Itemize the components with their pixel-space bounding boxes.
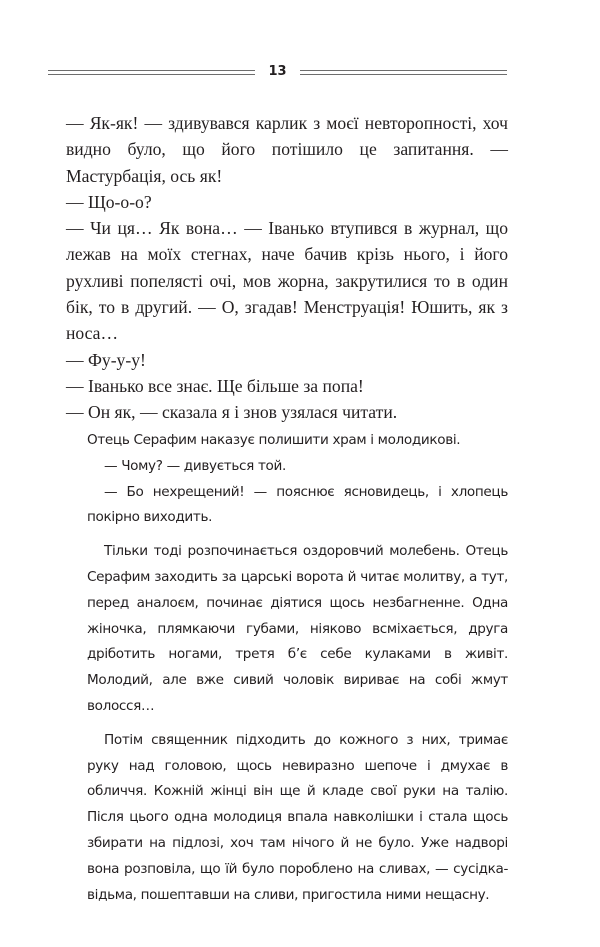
dialogue-line: — Як-як! — здивувався карлик з моєї невторопності, хоч видно було, що його потішило це запитання. — Мастурбація, ось як!	[66, 113, 508, 186]
inset-article-text	[87, 428, 508, 908]
dialogue-line: — Он як, — сказала я і знов узялася читати.	[66, 402, 398, 423]
dialogue-line: — Чи ця… Як вона… — Іванько втупився в журнал, що лежав на моїх стегнах, наче бачив крізь нього, і його рухливі попелясті очі, мов жорна, закрутилися то в один бік, то в другий. — О, згадав! Менструація! Юшить, як з носа…	[66, 218, 508, 344]
dialogue-line: — Іванько все знає. Ще більше за попа!	[66, 375, 364, 396]
page-header	[48, 64, 507, 84]
dialogue-line: — Фу-у-у!	[66, 349, 146, 370]
page-number: 13	[268, 64, 287, 79]
inset-paragraph: Тільки тоді розпочинається оздоровчий молебень. Отець Серафим заходить за царські ворота й читає молитву, а тут, перед аналоєм, починає діятися щось незбагненне. Одна жіночка, плямкаючи губами, ніяково всміхається, друга дріботить ногами, третя б’є себе кулаками в живіт. Молодий, але вже сивий чоловік вириває на собі жмут волосся…	[87, 543, 508, 714]
header-rule-left	[48, 70, 255, 75]
inset-paragraph: Потім священник підходить до кожного з них, тримає руку над головою, щось невиразно шепоче і дмухає в обличчя. Кожній жінці він ще й кладе свої руки на талію. Після цього одна молодиця впала навколішки і стала щось збирати на підлозі, хоч там нічого й не було. Уже надворі вона розповіла, що їй було пороблено на сливах, — сусідка-відьма, пошептавши на сливи, пригостила ними нещасну.	[87, 731, 508, 903]
dialogue-line: — Що-о-о?	[66, 191, 152, 212]
inset-paragraph: — Бо нехрещений! — пояснює ясновидець, і хлопець покірно виходить.	[87, 483, 508, 526]
inset-paragraph: — Чому? — дивується той.	[104, 457, 286, 474]
header-rule-right	[300, 70, 507, 75]
dialogue-text	[66, 110, 508, 426]
inset-paragraph: Отець Серафим наказує полишити храм і молодикові.	[87, 432, 461, 448]
